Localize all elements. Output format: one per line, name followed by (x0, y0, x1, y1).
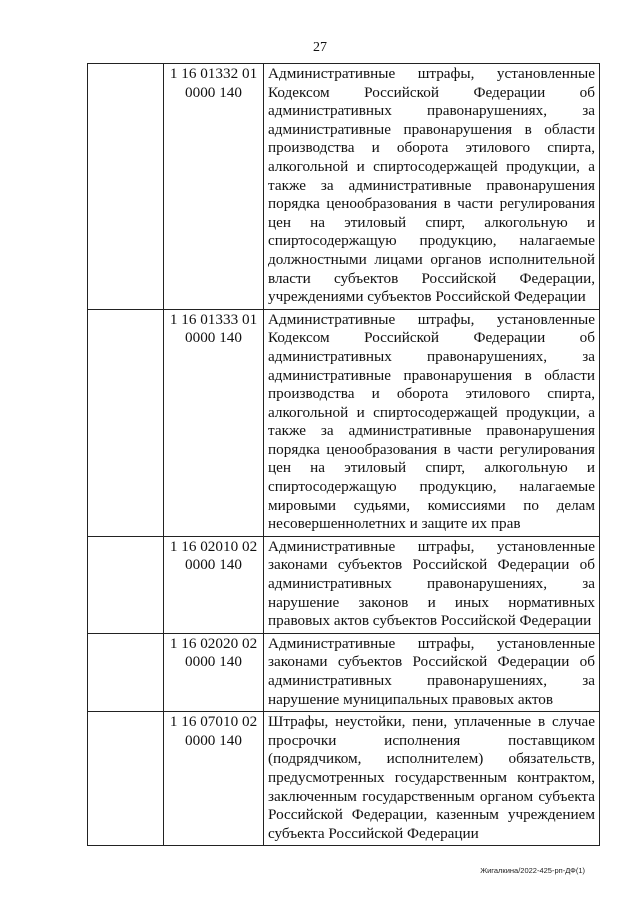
code-cell (164, 633, 264, 711)
code-line-1: 1 16 02020 02 (169, 634, 258, 652)
description-cell: Административные штрафы, установленные законами субъектов Российской Федерации об административных правонарушениях, за нарушение муниципальных правовых актов (264, 633, 600, 711)
table-row (88, 64, 600, 310)
code-line-1: 1 16 01333 01 (169, 310, 258, 328)
code-line-2: 0000 140 (185, 731, 242, 749)
code-cell (164, 64, 264, 310)
code-cell (164, 536, 264, 633)
table-row (88, 536, 600, 633)
description-cell: Административные штрафы, установленные законами субъектов Российской Федерации об административных правонарушениях, за нарушение законов и иных нормативных правовых актов субъектов Российской Федерации (264, 536, 600, 633)
description-cell: Административные штрафы, установленные Кодексом Российской Федерации об административных правонарушениях, за административные правонарушения в области производства и оборота этилового спирта, алкогольной и спиртосодержащей продукции, а также за административные правонарушения порядка ценообразования в части регулирования цен на этиловый спирт, алкогольную и спиртосодержащую продукцию, налагаемые мировыми судьями, комиссиями по делам несовершеннолетних и защите их прав (264, 309, 600, 536)
page-number: 27 (313, 40, 327, 55)
code-line-2: 0000 140 (185, 83, 242, 101)
empty-cell (88, 633, 164, 711)
code-line-2: 0000 140 (185, 329, 242, 347)
description-cell: Административные штрафы, установленные Кодексом Российской Федерации об административных правонарушениях, за административные правонарушения в области производства и оборота этилового спирта, алкогольной и спиртосодержащей продукции, а также за административные правонарушения порядка ценообразования в части регулирования цен на этиловый спирт, алкогольную и спиртосодержащую продукцию, налагаемые должностными лицами органов исполнительной власти субъектов Российской Федерации, учреждениями субъектов Российской Федерации (264, 64, 600, 310)
code-line-1: 1 16 07010 02 (169, 713, 258, 731)
code-line-2: 0000 140 (185, 556, 242, 574)
document-footer-code: Жигалкина/2022-425-рп-ДФ(1) (480, 866, 585, 875)
budget-codes-table (87, 63, 600, 846)
empty-cell (88, 309, 164, 536)
table-row (88, 309, 600, 536)
empty-cell (88, 536, 164, 633)
empty-cell (88, 712, 164, 846)
code-line-2: 0000 140 (185, 653, 242, 671)
code-line-1: 1 16 01332 01 (169, 65, 258, 82)
code-cell (164, 712, 264, 846)
description-cell: Штрафы, неустойки, пени, уплаченные в случае просрочки исполнения поставщиком (подрядчиком, исполнителем) обязательств, предусмотренных государственным контрактом, заключенным государственным органом субъекта Российской Федерации, казенным учреждением субъекта Российской Федерации (264, 712, 600, 846)
table-row (88, 712, 600, 846)
empty-cell (88, 64, 164, 310)
code-cell (164, 309, 264, 536)
table-row (88, 633, 600, 711)
code-line-1: 1 16 02010 02 (169, 537, 258, 555)
